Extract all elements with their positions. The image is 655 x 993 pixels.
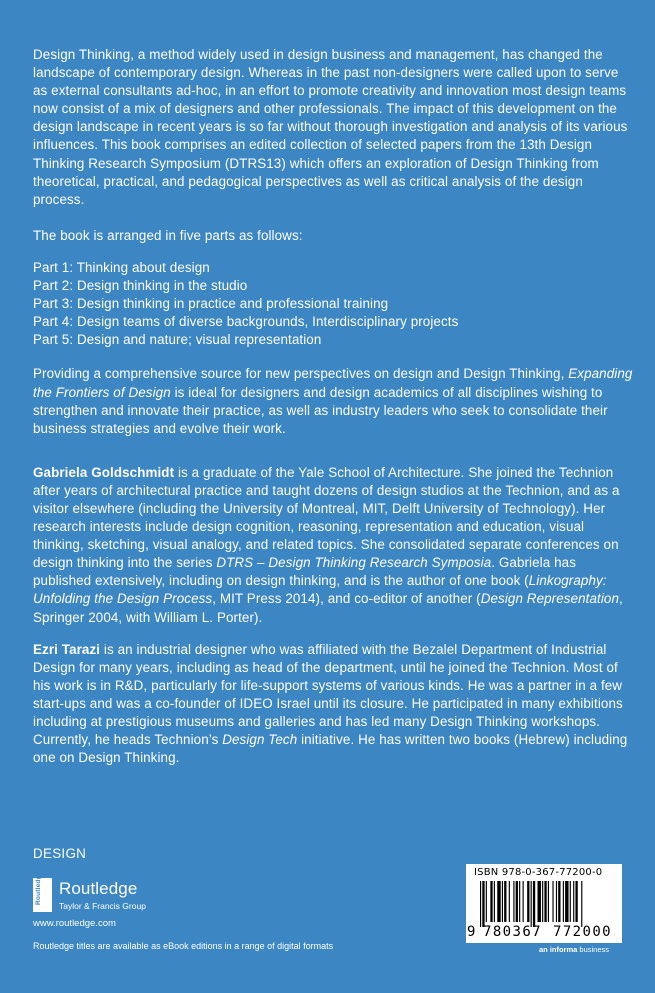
- author-name: Gabriela Goldschmidt: [33, 464, 175, 480]
- book-title: Expanding the Frontiers of Design: [33, 366, 633, 400]
- routledge-mark-icon: [33, 871, 52, 912]
- bio-text: . Gabriela has published extensively, including on design thinking, and is the author of one book (: [33, 555, 577, 589]
- barcode-bar: [552, 881, 553, 922]
- informa-suffix: business: [577, 945, 610, 954]
- intro-paragraph: Design Thinking, a method widely used in design business and management, has changed the landscape of contemporary design. Whereas in the past non-designers were called upon to serve as external consultants ad-hoc, in an effort to promote creativity and innovation most design teams now consist of a mix of designers and other professionals. The impact of this development on the design landscape in recent years is so far without thorough investigation and analysis of its various influences. This book comprises an edited collection of selected papers from the 13th Design Thinking Research Symposium (DTRS13) which offers an exploration of Design Thinking from theoretical, practical, and pedagogical perspectives as well as critical analysis of the design process.: [33, 47, 628, 207]
- bio-text: , Springer 2004, with William L. Porter).: [33, 591, 623, 625]
- barcode-bar: [544, 881, 546, 922]
- barcode-bar: [486, 881, 487, 922]
- barcode-bar: [527, 881, 529, 922]
- part-item: Part 3: Design thinking in practice and professional training: [33, 296, 389, 312]
- summary-text: Providing a comprehensive source for new perspectives on design and Design Thinking,: [33, 366, 569, 382]
- logo-mark-text: Routledge: [35, 871, 42, 905]
- barcode-bar: [558, 881, 560, 922]
- summary-paragraph: [33, 365, 633, 437]
- book-title: Design Representation: [480, 591, 620, 607]
- bio-text: is an industrial designer who was affiliated with the Bezalel Department of Industrial Design for many years, including as head of the department, until he joined the Technion. Most of his work is in R&D, particularly for life-support systems of various kinds. He was a partner in a few start-ups and was a co-founder of IDEO Israel until its closure. He participated in many exhibitions including at prestigious museums and galleries and has led many Design Thinking workshops. Currently, he heads Technion’s: [33, 641, 623, 748]
- part-item: Part 2: Design thinking in the studio: [33, 278, 248, 294]
- publisher-website: www.routledge.com: [33, 918, 116, 929]
- barcode-bar: [533, 881, 535, 927]
- barcode-bar: [509, 881, 510, 922]
- author-name: Ezri Tarazi: [33, 641, 101, 657]
- barcode-bars: [466, 881, 622, 927]
- barcode-bar: [575, 881, 577, 922]
- informa-tagline: [539, 945, 609, 954]
- barcode-bar: [581, 881, 582, 927]
- summary-text: is ideal for designers and design academics of all disciplines wishing to strengthen and innovate their practice, as well as industry leaders who seek to consolidate their business strategies and evolve their work.: [33, 384, 608, 436]
- bio-tarazi: [33, 641, 633, 768]
- back-cover-text: [33, 46, 633, 767]
- barcode-bar: [570, 881, 571, 922]
- barcode-bar: [565, 881, 568, 922]
- barcode-bar: [516, 881, 518, 922]
- barcode-digit: 9: [467, 924, 477, 940]
- barcode-bar: [531, 881, 532, 927]
- barcode-bar: [542, 881, 543, 922]
- part-item: Part 5: Design and nature; visual representation: [33, 332, 322, 348]
- barcode-bar: [482, 881, 484, 927]
- barcode-bar: [523, 881, 524, 922]
- publisher-name: Routledge: [59, 879, 138, 898]
- barcode-digit: 780367: [483, 924, 542, 940]
- barcode-bar: [563, 881, 564, 922]
- barcode-bar: [538, 881, 541, 922]
- subject-label: DESIGN: [33, 846, 87, 861]
- isbn-label: ISBN 978-0-367-77200-0: [474, 867, 603, 878]
- ebook-note: Routledge titles are available as eBook editions in a range of digital formats: [33, 941, 334, 951]
- bio-text: initiative. He has written two books (Hebrew) including one on Design Thinking.: [33, 732, 628, 766]
- bio-text: , MIT Press 2014), and co-editor of another (: [212, 591, 481, 607]
- parts-list: [33, 259, 633, 349]
- barcode-bar: [548, 881, 549, 922]
- barcode-bar: [480, 881, 481, 927]
- barcode-bar: [556, 881, 557, 922]
- part-item: Part 4: Design teams of diverse backgrounds, Interdisciplinary projects: [33, 314, 459, 330]
- barcode-bar: [502, 881, 503, 922]
- isbn-barcode: [466, 864, 622, 943]
- publisher-group: Taylor & Francis Group: [59, 901, 146, 911]
- book-title: Linkography: Unfolding the Design Process: [33, 573, 607, 607]
- barcode-bar: [504, 881, 506, 922]
- informa-brand: an informa: [539, 945, 578, 954]
- barcode-bar: [490, 881, 492, 922]
- bio-text: is a graduate of the Yale School of Architecture. She joined the Technion after years of architectural practice and taught dozens of design studios at the Technion, and as a visitor elsewhere (including the University of Montreal, MIT, Delft University of Technology). Her research interests include design cognition, reasoning, representation and education, visual thinking, sketching, visual analogy, and related topics. She consolidated separate conferences on design thinking into the series: [33, 464, 620, 571]
- barcode-bar: [494, 881, 495, 922]
- barcode-digit: 772000: [553, 924, 612, 940]
- initiative-name: Design Tech: [222, 732, 298, 748]
- series-title: DTRS – Design Thinking Research Symposia: [216, 555, 492, 571]
- barcode-bar: [513, 881, 514, 922]
- barcode-bar: [519, 881, 520, 922]
- barcode-bar: [497, 881, 500, 922]
- barcode-bar: [573, 881, 574, 922]
- bio-goldschmidt: [33, 464, 633, 627]
- part-item: Part 1: Thinking about design: [33, 259, 210, 275]
- arrangement-intro: The book is arranged in five parts as follows:: [33, 227, 303, 243]
